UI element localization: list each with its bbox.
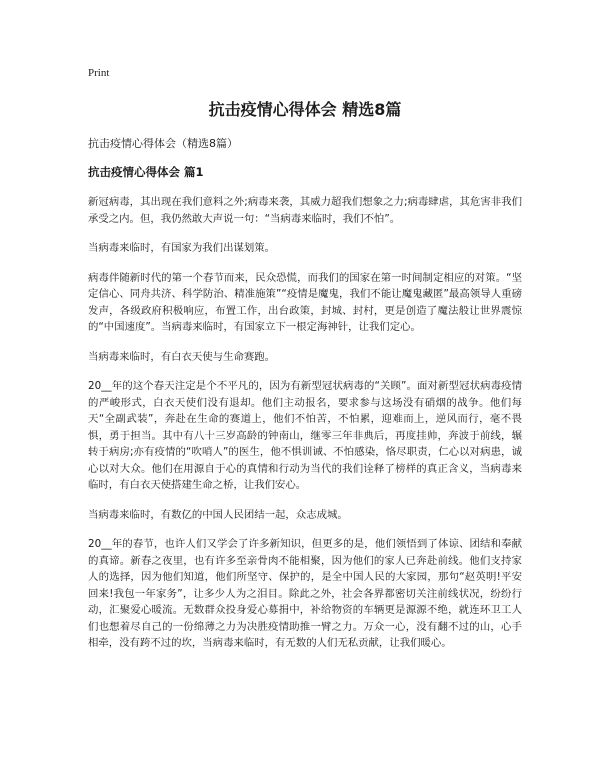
paragraph-2: 当病毒来临时，有国家为我们出谋划策。	[88, 242, 276, 254]
document-title: 抗击疫情心得体会 精选8篇	[208, 100, 402, 119]
paragraph-3: 病毒伴随新时代的第一个春节而来，民众恐慌，而我们的国家在第一时间制定相应的对策。“坚定信心、同舟共济、科学防治、精准施策”“疫情是魔鬼，我们不能让魔鬼藏匿”最高领导人重磅发声，各级政府积极响应，布置工作，出台政策，封城、封村，更是创造了魔法般让世界震惊的“中国速度”。当病毒来临时，有国家立下一根定海神针，让我们定心。	[88, 271, 522, 333]
document-subtitle: 抗击疫情心得体会（精选8篇）	[88, 137, 238, 150]
paragraph-6: 当病毒来临时，有数亿的中国人民团结一起，众志成城。	[88, 508, 348, 521]
document-page	[88, 66, 522, 665]
paragraph-5: 20__年的这个春天注定是个不平凡的，因为有新型冠状病毒的“关顾”。面对新型冠状病毒疫情的严峻形式，白衣天使们没有退却。他们主动报名，要求参与这场没有硝烟的战争。他们每天“全副武装”，奔赴在生命的赛道上，他们不怕苦，不怕累，迎难而上，逆风而行，毫不畏惧，勇于担当。其中有八十三岁高龄的钟南山，继零三年非典后，再度挂帅，奔波于前线，辗转于病房;亦有疫情的“吹哨人”的医生，他不惧训诫、不怕感染，恪尽职责，仁心以对病患，诚心以对大众。他们在用源自于心的真情和行动为当代的我们诠释了榜样的真正含义，当病毒来临时，有白衣天使搭建生命之桥，让我们安心。	[88, 380, 522, 491]
section-heading: 抗击疫情心得体会 篇1	[88, 165, 204, 179]
paragraph-4: 当病毒来临时，有白衣天使与生命赛跑。	[88, 350, 276, 363]
paragraph-7: 20__年的春节，也许人们又学会了许多新知识，但更多的是，他们领悟到了体谅、团结和奉献的真谛。新春之夜里，也有许多至亲骨肉不能相聚，因为他们的家人已奔赴前线。他们支持家人的选择，因为他们知道，他们所坚守、保护的，是全中国人民的大家园，那句“赵英明!平安回来!我包一年家务”，让多少人为之泪目。除此之外，社会各界都密切关注前线状况，纷纷行动，汇聚爱心暖流。无数群众投身爱心募捐中，补给物资的车辆更是源源不绝，就连环卫工人们也想着尽自己的一份绵薄之力为决胜疫情助推一臂之力。万众一心，没有翻不过的山，心手相牵，没有跨不过的坎，当病毒来临时，有无数的人们无私贡献，让我们暖心。	[88, 538, 522, 649]
print-label: Print	[88, 67, 110, 79]
paragraph-1: 新冠病毒，其出现在我们意料之外;病毒来袭，其威力超我们想象之力;病毒肆虐，其危害非我们承受之内。但，我仍然敢大声说一句：“当病毒来临时，我们不怕”。	[88, 196, 522, 225]
